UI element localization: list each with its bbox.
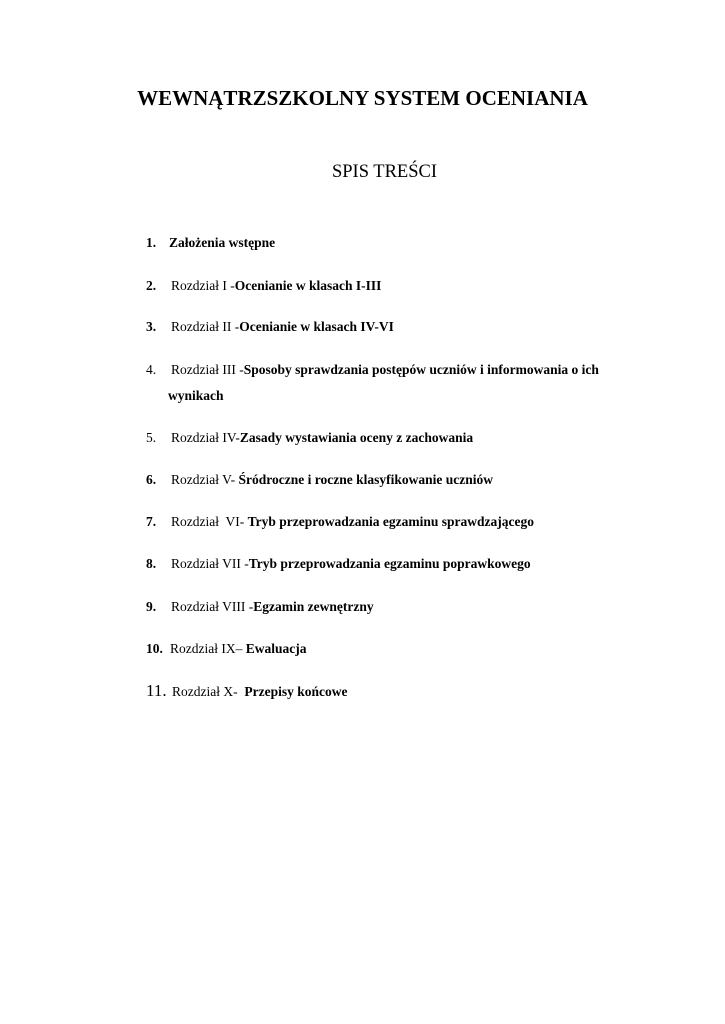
toc-item-number: 2.: [146, 278, 157, 293]
toc-item-11: [146, 681, 347, 702]
toc-item-title: Sposoby sprawdzania postępów uczniów i informowania o ich: [243, 362, 599, 377]
toc-heading: SPIS TREŚCI: [331, 162, 438, 182]
toc-item-prefix: Rozdział V-: [171, 472, 239, 487]
toc-item-prefix: Rozdział X-: [172, 684, 245, 699]
toc-item-title: Ewaluacja: [245, 641, 307, 656]
toc-item-prefix: Rozdział III -: [171, 362, 244, 377]
toc-item-number: 6.: [146, 472, 157, 487]
toc-item-title: Tryb przeprowadzania egzaminu sprawdzającego: [247, 514, 534, 529]
toc-item-title: Ocenianie w klasach IV-VI: [239, 319, 394, 334]
toc-item-title: Tryb przeprowadzania egzaminu poprawkowego: [248, 556, 531, 571]
toc-item-3: [146, 317, 394, 337]
toc-item-prefix: Rozdział II -: [171, 319, 240, 334]
toc-item-number: 8.: [146, 556, 157, 571]
toc-item-5: [146, 428, 473, 448]
toc-item-title: Zasady wystawiania oceny z zachowania: [239, 430, 474, 445]
toc-item-prefix: Rozdział VI-: [171, 514, 248, 529]
toc-item-prefix: Rozdział VII -: [171, 556, 249, 571]
toc-item-10: [146, 639, 306, 659]
toc-item-number: 5.: [146, 430, 157, 445]
toc-item-9: [146, 597, 374, 617]
toc-item-prefix: Rozdział IV-: [171, 430, 240, 445]
toc-item-7: [146, 512, 534, 532]
toc-item-title-continuation: wynikach: [168, 388, 224, 403]
toc-item-8: [146, 554, 531, 574]
toc-item-number: 10.: [146, 641, 163, 656]
toc-item-2: [146, 276, 381, 296]
toc-item-1: [146, 233, 275, 253]
document-title: WEWNĄTRZSZKOLNY SYSTEM OCENIANIA: [137, 86, 588, 110]
toc-item-prefix: Rozdział VIII -: [171, 599, 254, 614]
toc-item-number: 7.: [146, 514, 157, 529]
toc-item-title: Przepisy końcowe: [244, 684, 348, 699]
toc-item-number: 1.: [146, 235, 157, 250]
toc-item-number: 4.: [146, 362, 157, 377]
toc-item-title: Egzamin zewnętrzny: [253, 599, 374, 614]
toc-item-number: 9.: [146, 599, 157, 614]
toc-item-title: Założenia wstępne: [169, 235, 276, 250]
toc-item-title: Śródroczne i roczne klasyfikowanie uczniów: [238, 472, 493, 487]
toc-item-4: [146, 360, 599, 406]
toc-item-title: Ocenianie w klasach I-III: [234, 278, 382, 293]
toc-item-number: 11.: [146, 681, 167, 700]
toc-item-prefix: Rozdział IX–: [170, 641, 246, 656]
toc-item-6: [146, 470, 493, 490]
toc-item-prefix: Rozdział I -: [171, 278, 235, 293]
toc-item-number: 3.: [146, 319, 157, 334]
